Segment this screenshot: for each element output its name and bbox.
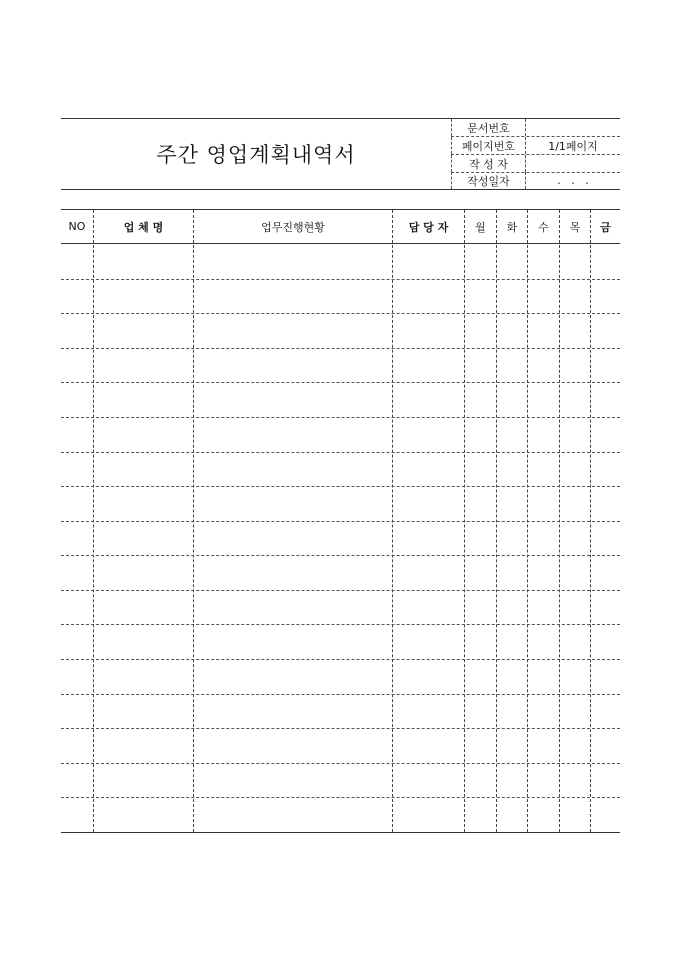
meta-value[interactable]: 1/1페이지 — [548, 139, 598, 153]
table-row[interactable] — [61, 417, 620, 452]
table-row[interactable] — [61, 348, 620, 383]
table-row[interactable] — [61, 279, 620, 314]
table-row[interactable] — [61, 797, 620, 832]
table-row[interactable] — [61, 486, 620, 521]
column-header-tue: 화 — [506, 220, 518, 234]
table-row[interactable] — [61, 659, 620, 694]
meta-label: 작성일자 — [451, 172, 526, 189]
column-header-thu: 목 — [569, 220, 581, 234]
meta-label: 작 성 자 — [451, 155, 526, 172]
table-row[interactable] — [61, 624, 620, 659]
meta-row-doc-number — [451, 119, 620, 137]
meta-value[interactable]: . . . — [557, 174, 589, 187]
meta-label: 페이지번호 — [451, 137, 526, 154]
form-header — [61, 118, 620, 190]
table-row[interactable] — [61, 452, 620, 487]
column-header-mon: 월 — [475, 220, 486, 234]
column-header-wed: 수 — [538, 220, 549, 234]
document-title: 주간 영업계획내역서 — [156, 143, 356, 167]
table-row[interactable] — [61, 763, 620, 798]
table-row[interactable] — [61, 555, 620, 590]
meta-value[interactable] — [526, 155, 620, 172]
table-row[interactable] — [61, 244, 620, 279]
meta-row-page-number — [451, 137, 620, 155]
schedule-table — [61, 209, 620, 833]
table-row[interactable] — [61, 590, 620, 625]
meta-value[interactable] — [526, 119, 620, 136]
table-row[interactable] — [61, 521, 620, 556]
column-header-no: NO — [68, 220, 86, 233]
meta-label: 문서번호 — [451, 119, 526, 136]
column-header-fri: 금 — [600, 220, 611, 234]
column-header-company: 업 체 명 — [123, 220, 164, 234]
table-row[interactable] — [61, 728, 620, 763]
column-header-progress: 업무진행현황 — [261, 220, 325, 234]
table-row[interactable] — [61, 382, 620, 417]
table-row[interactable] — [61, 313, 620, 348]
meta-row-date — [451, 172, 620, 189]
table-row[interactable] — [61, 694, 620, 729]
meta-row-author — [451, 155, 620, 173]
column-header-manager: 담 당 자 — [408, 220, 449, 234]
document-meta-table — [451, 119, 620, 189]
